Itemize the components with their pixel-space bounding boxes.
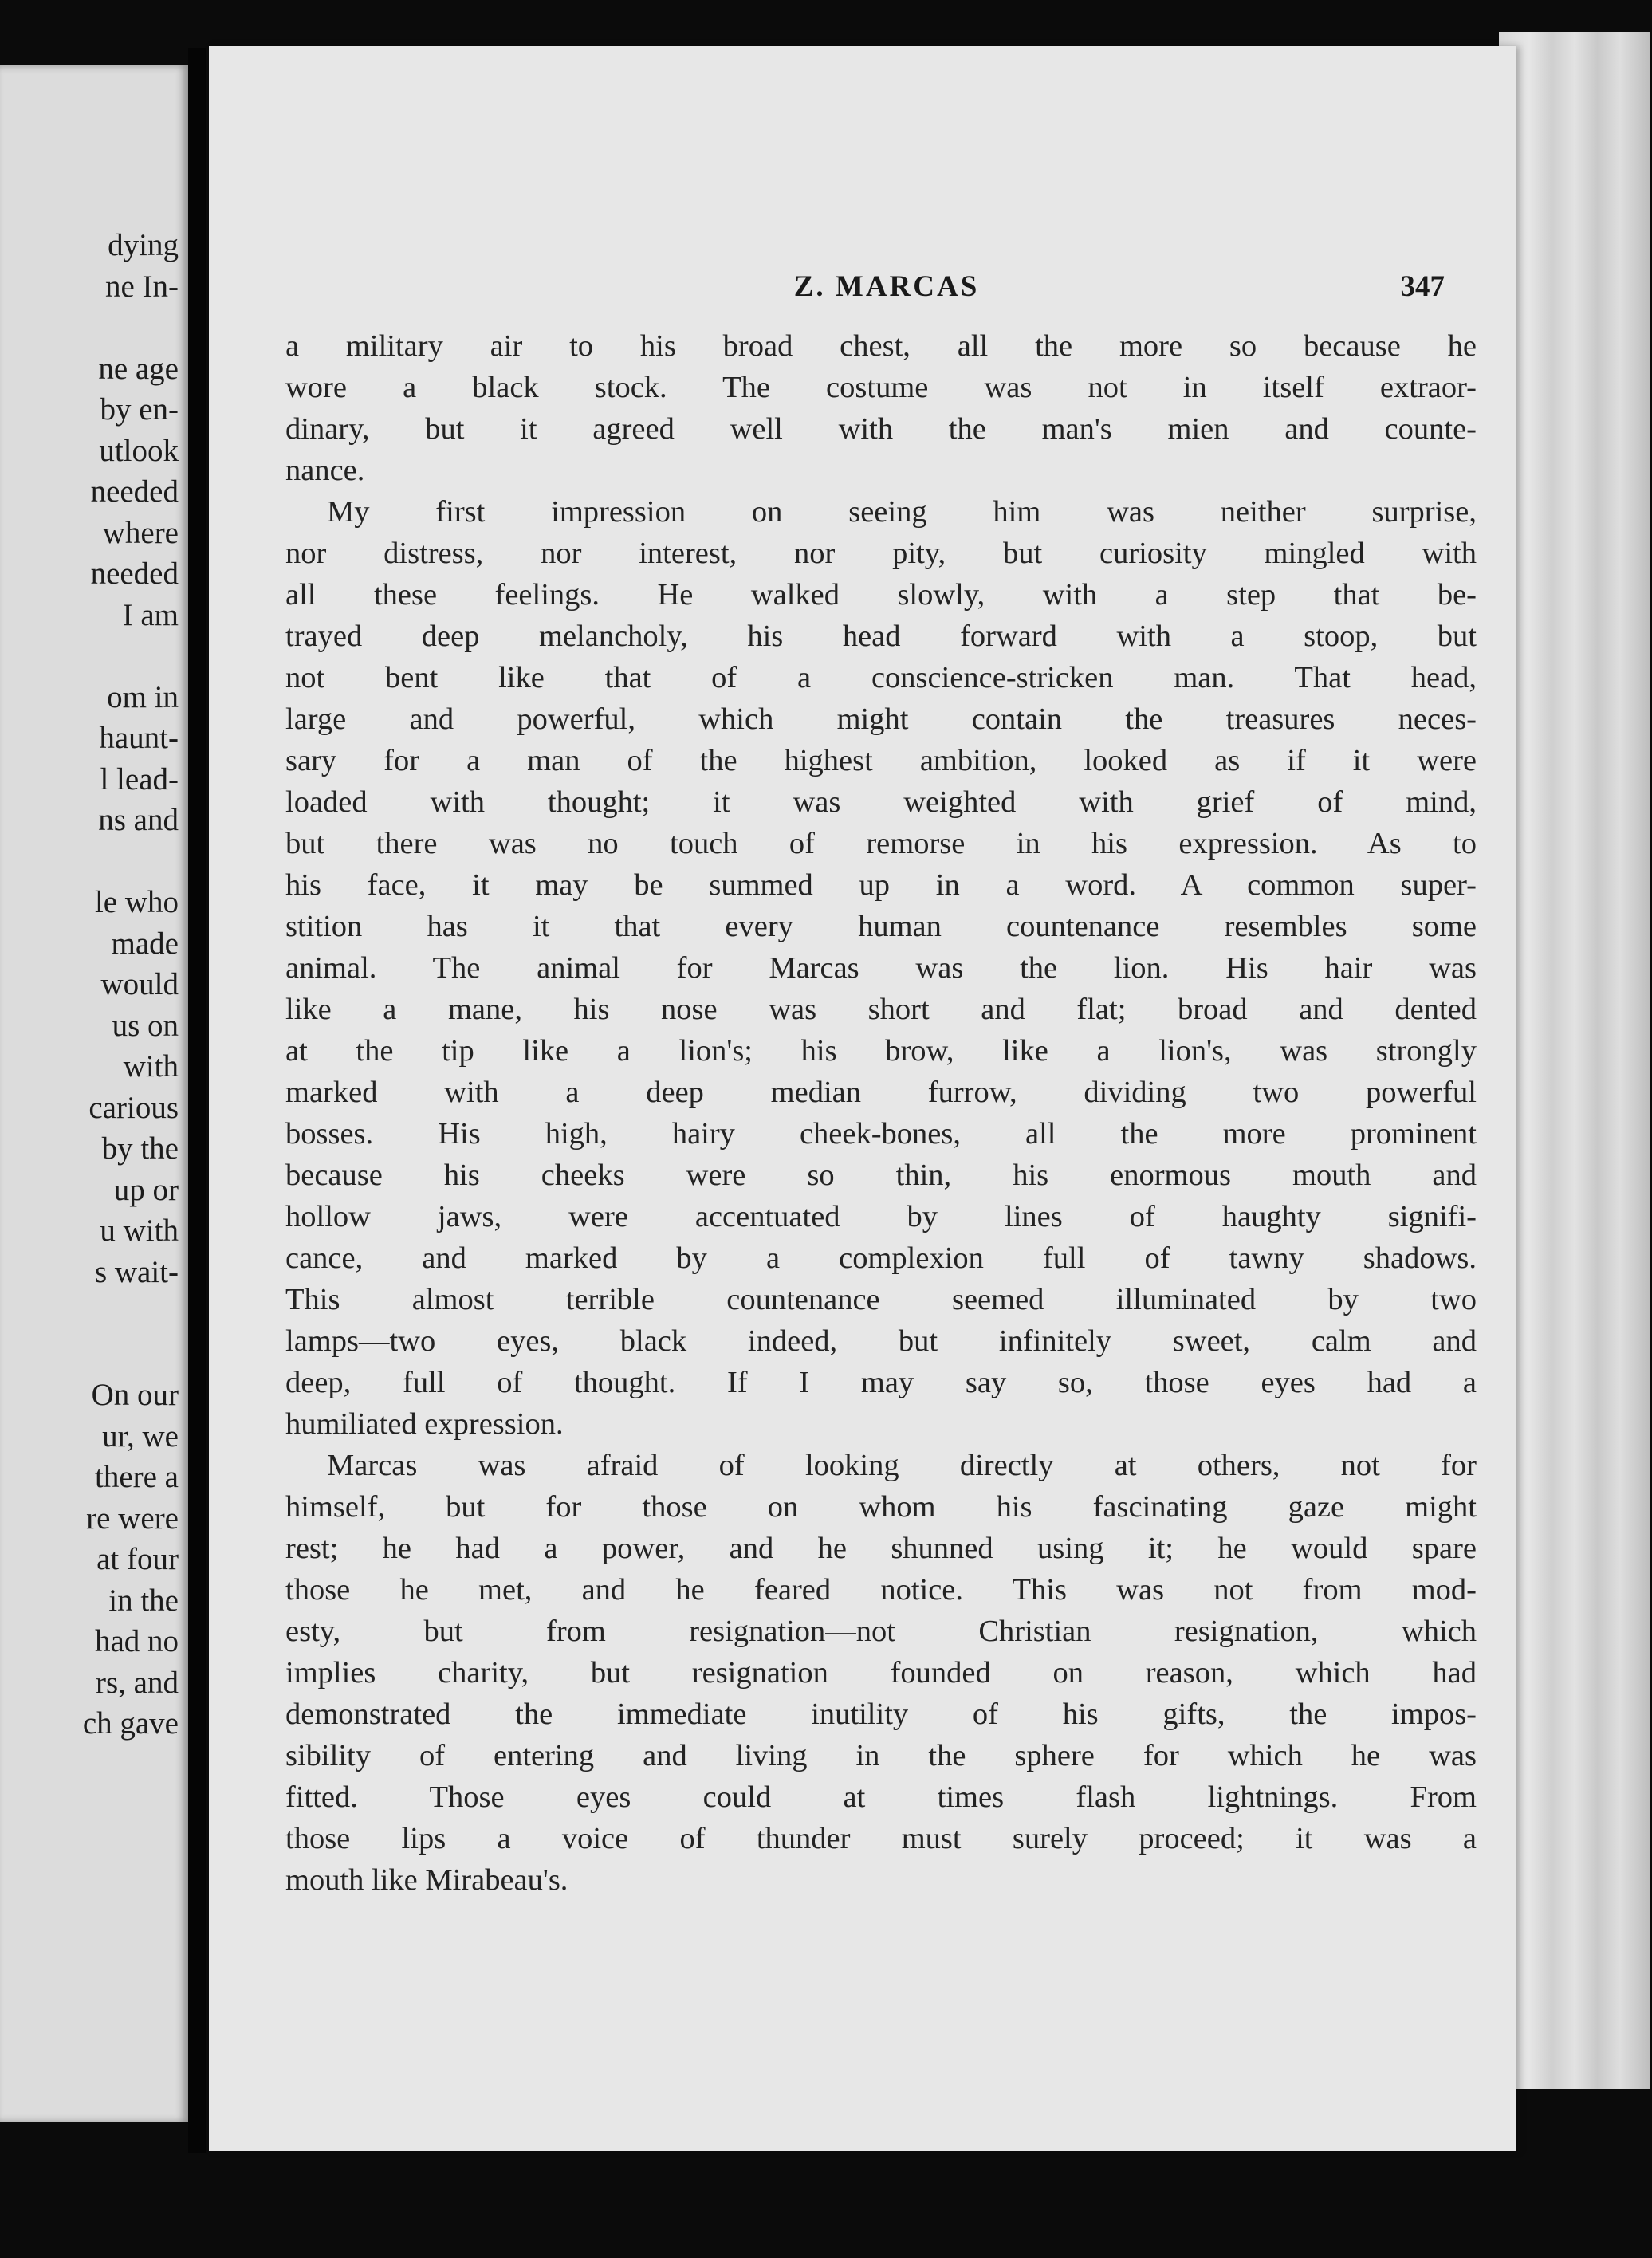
left-page-fragment [0, 65, 188, 2122]
text-line: implies charity, but resignation founded on reason, which had [285, 1656, 1477, 1690]
left-page-line: I am [122, 597, 179, 632]
text-line: esty, but from resignation—not Christian resignation, which [285, 1615, 1477, 1648]
text-line: not bent like that of a conscience-stricken man. That head, [285, 661, 1477, 694]
left-page-line: utlook [99, 433, 179, 468]
text-line: himself, but for those on whom his fascinating gaze might [285, 1490, 1477, 1524]
text-line: large and powerful, which might contain the treasures neces- [285, 702, 1477, 736]
text-line: all these feelings. He walked slowly, with a step that be- [285, 578, 1477, 612]
text-line: marked with a deep median furrow, dividing two powerful [285, 1076, 1477, 1109]
text-line: My first impression on seeing him was neither surprise, [327, 495, 1477, 529]
text-line: humiliated expression. [285, 1407, 564, 1441]
left-page-line: haunt- [99, 721, 179, 755]
left-page-line: u with [100, 1214, 179, 1248]
left-page-line: by en- [100, 392, 179, 427]
running-head [209, 269, 1516, 317]
text-line: stition has it that every human countenance resembles some [285, 910, 1477, 943]
text-line: Marcas was afraid of looking directly at others, not for [327, 1449, 1477, 1482]
text-line: animal. The animal for Marcas was the lion. His hair was [285, 951, 1477, 985]
text-line: This almost terrible countenance seemed illuminated by two [285, 1283, 1477, 1316]
left-page-line: carious [88, 1090, 179, 1125]
text-line: rest; he had a power, and he shunned using it; he would spare [285, 1532, 1477, 1565]
text-line: bosses. His high, hairy cheek-bones, all the more prominent [285, 1117, 1477, 1151]
text-line: loaded with thought; it was weighted with grief of mind, [285, 785, 1477, 819]
left-page-line: had no [94, 1624, 179, 1658]
text-line: trayed deep melancholy, his head forward with a stoop, but [285, 620, 1477, 653]
left-page-line: us on [112, 1008, 179, 1043]
left-page-line: ns and [98, 803, 179, 837]
left-page-line: ne age [98, 351, 179, 386]
text-line: at the tip like a lion's; his brow, like a lion's, was strongly [285, 1034, 1477, 1068]
text-line: sibility of entering and living in the sphere for which he was [285, 1739, 1477, 1772]
right-page [209, 46, 1516, 2151]
left-page-line: at four [96, 1542, 179, 1576]
text-line: like a mane, his nose was short and flat; broad and dented [285, 993, 1477, 1026]
left-page-line: re were [86, 1501, 179, 1536]
left-page-line: there a [94, 1460, 179, 1494]
left-page-line: ch gave [82, 1706, 179, 1741]
left-page-line: where [102, 515, 179, 550]
text-line: nance. [285, 454, 365, 487]
text-line: demonstrated the immediate inutility of his gifts, the impos- [285, 1697, 1477, 1731]
text-line: wore a black stock. The costume was not in itself extraor- [285, 371, 1477, 404]
text-line: but there was no touch of remorse in his expression. As to [285, 827, 1477, 860]
left-page-line: om in [107, 679, 179, 714]
text-line: sary for a man of the highest ambition, looked as if it were [285, 744, 1477, 777]
text-line: a military air to his broad chest, all the more so because he [285, 329, 1477, 363]
text-line: because his cheeks were so thin, his enormous mouth and [285, 1159, 1477, 1192]
left-page-line: rs, and [96, 1665, 179, 1700]
left-page-line: s wait- [94, 1254, 179, 1289]
text-line: hollow jaws, were accentuated by lines of haughty signifi- [285, 1200, 1477, 1233]
text-line: dinary, but it agreed well with the man's mien and counte- [285, 412, 1477, 446]
left-page-line: l lead- [100, 761, 179, 797]
left-page-line: would [100, 967, 179, 1001]
left-page-line: dying [108, 228, 179, 262]
text-line: mouth like Mirabeau's. [285, 1863, 568, 1897]
left-page-line: with [123, 1049, 179, 1084]
left-page-line: ne In- [104, 269, 179, 304]
left-page-line: le who [94, 885, 179, 919]
text-line: cance, and marked by a complexion full of tawny shadows. [285, 1241, 1477, 1275]
text-line: his face, it may be summed up in a word. A common super- [285, 868, 1477, 902]
left-page-line: On our [91, 1378, 179, 1412]
left-page-line: needed [90, 557, 179, 591]
text-line: those he met, and he feared notice. This was not from mod- [285, 1573, 1477, 1607]
running-head-title: Z. MARCAS [793, 270, 980, 303]
text-line: nor distress, nor interest, nor pity, but curiosity mingled with [285, 537, 1477, 570]
left-page-line: in the [108, 1583, 179, 1618]
book-gutter [188, 48, 206, 2153]
text-line: deep, full of thought. If I may say so, those eyes had a [285, 1366, 1477, 1399]
text-line: fitted. Those eyes could at times flash lightnings. From [285, 1780, 1477, 1814]
text-line: lamps—two eyes, black indeed, but infinitely sweet, calm and [285, 1324, 1477, 1358]
left-page-line: by the [101, 1131, 179, 1166]
left-page-line: needed [90, 474, 179, 509]
text-line: those lips a voice of thunder must surely proceed; it was a [285, 1822, 1477, 1855]
left-page-line: made [111, 926, 179, 961]
page-edges [1499, 32, 1650, 2089]
left-page-line: ur, we [102, 1418, 179, 1454]
left-page-line: up or [113, 1172, 179, 1207]
page-number: 347 [1400, 270, 1445, 303]
